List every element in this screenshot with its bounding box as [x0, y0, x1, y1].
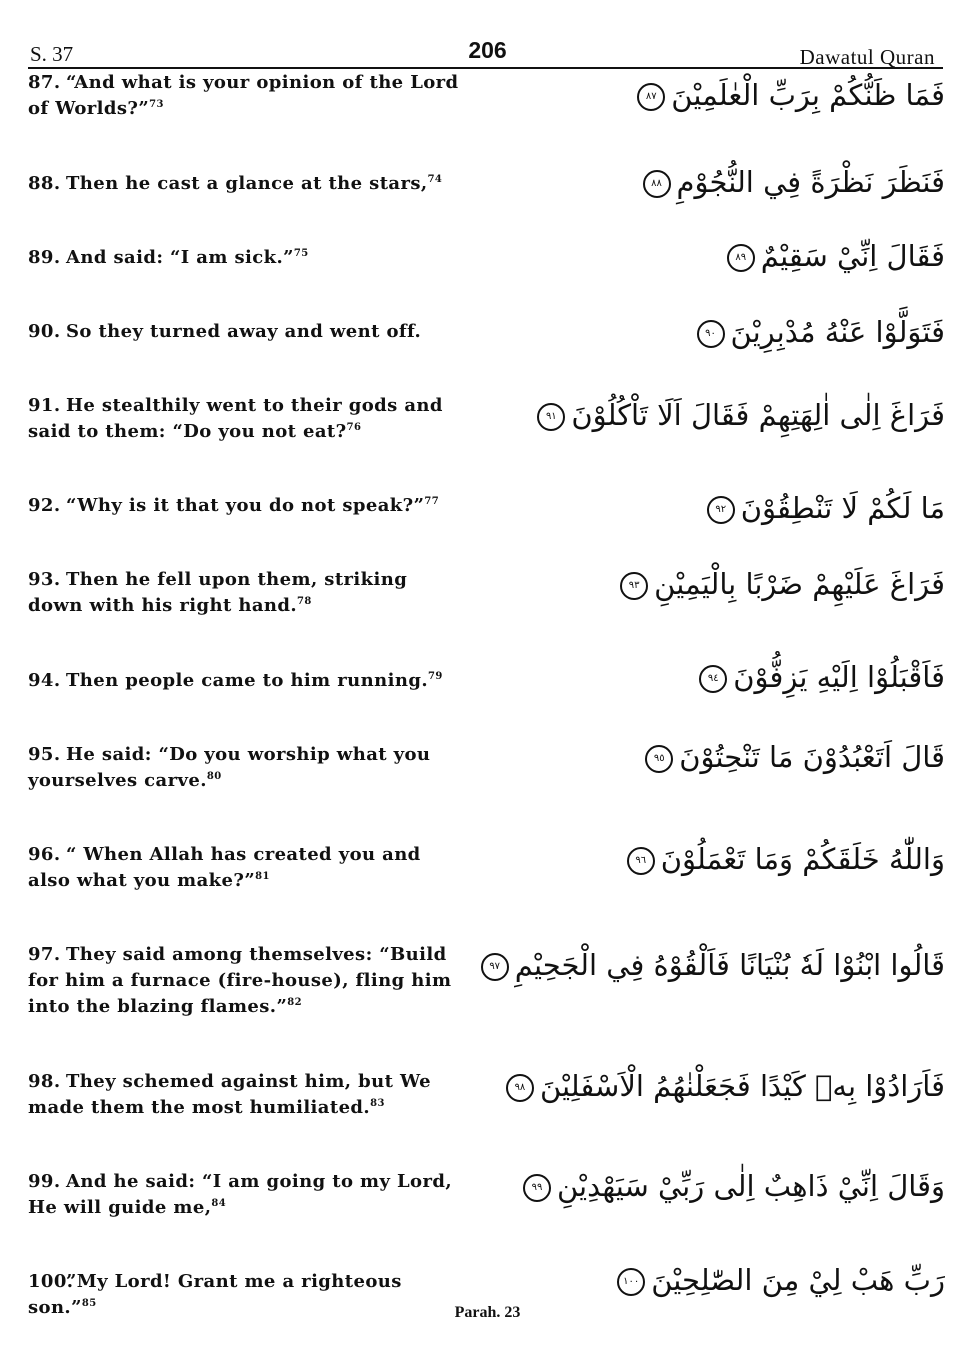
verse-translation [28, 842, 468, 894]
footnote-ref: 83 [370, 1098, 385, 1109]
arabic-text: فَتَوَلَّوْا عَنْهُ مُدْبِرِيْنَ [730, 315, 945, 349]
verse-text: They said among themselves: “Build for him a furnace (fire-house), fling him into the blazing flames.” [28, 944, 452, 1017]
verse-arabic [620, 567, 945, 601]
verse-number: 94. [28, 670, 61, 691]
footnote-ref: 77 [424, 496, 440, 507]
page-number: 206 [468, 37, 507, 63]
ayah-marker: ٨٨ [643, 170, 671, 198]
book-title: Dawatul Quran [799, 45, 935, 69]
verse-translation [28, 70, 468, 122]
verse-translation [28, 742, 468, 794]
arabic-text: فَرَاغَ اِلٰى اٰلِهَتِهِمْ فَقَالَ اَلَا تَاْكُلُوْنَ [571, 398, 945, 432]
footnote-ref: 82 [287, 997, 302, 1008]
verse-arabic [537, 398, 945, 432]
verse-number: 99. [28, 1171, 61, 1192]
footnote-ref: 79 [428, 671, 443, 682]
arabic-text: مَا لَكُمْ لَا تَنْطِقُوْنَ [740, 491, 945, 525]
footnote-ref: 73 [149, 99, 164, 110]
verse-translation [28, 493, 468, 519]
footnote-ref: 80 [206, 771, 222, 782]
footnote-ref: 85 [81, 1298, 97, 1309]
verse-text: “And what is your opinion of the Lord of Worlds?” [28, 72, 459, 119]
footnote-ref: 74 [427, 174, 443, 185]
verse-number: 93. [28, 569, 61, 590]
verse-text: So they turned away and went off. [66, 321, 422, 342]
verse-number: 100. [28, 1271, 74, 1292]
arabic-text: وَاللّٰهُ خَلَقَكُمْ وَمَا تَعْمَلُوْنَ [660, 842, 945, 876]
ayah-marker: ٩٦ [627, 847, 655, 875]
verse-translation [28, 1169, 468, 1221]
ayah-marker: ٩٣ [620, 572, 648, 600]
verse-translation [28, 668, 468, 694]
ayah-marker: ٩٢ [707, 496, 735, 524]
verse-arabic [727, 239, 945, 273]
arabic-text: وَقَالَ اِنِّيْ ذَاهِبٌ اِلٰى رَبِّيْ سَيَهْدِيْنِ [556, 1169, 945, 1203]
verse-translation [28, 319, 468, 345]
verse-text: Then he cast a glance at the stars, [66, 173, 428, 194]
verse-text: ”My Lord! Grant me a righteous son.” [28, 1271, 402, 1318]
verse-number: 98. [28, 1071, 61, 1092]
verse-text: And said: “I am sick.” [66, 247, 294, 268]
verse-number: 97. [28, 944, 61, 965]
verse-text: Then people came to him running. [66, 670, 429, 691]
verse-number: 92. [28, 495, 61, 516]
verse-arabic [637, 78, 945, 112]
header-divider [28, 67, 943, 69]
arabic-text: فَاَرَادُوْا بِهٖ كَيْدًا فَجَعَلْنٰهُمُ الْاَسْفَلِيْنَ [539, 1069, 945, 1103]
verse-text: He stealthily went to their gods and said to them: “Do you not eat? [28, 395, 443, 442]
verse-arabic [617, 1263, 945, 1297]
verse-number: 88. [28, 173, 61, 194]
verse-number: 89. [28, 247, 61, 268]
ayah-marker: ٩١ [537, 403, 565, 431]
footnote-ref: 78 [297, 596, 312, 607]
verse-text: Then he fell upon them, striking down with his right hand. [28, 569, 408, 616]
verse-translation [28, 942, 468, 1020]
footnote-ref: 76 [346, 422, 362, 433]
footnote-ref: 84 [211, 1198, 227, 1209]
verse-number: 95. [28, 744, 61, 765]
verse-arabic [643, 165, 945, 199]
ayah-marker: ٩٧ [481, 953, 509, 981]
verse-arabic [627, 842, 945, 876]
arabic-text: فَرَاغَ عَلَيْهِمْ ضَرْبًا بِالْيَمِيْنِ [654, 567, 945, 601]
verse-arabic [707, 491, 945, 525]
verse-translation [28, 567, 468, 619]
arabic-text: رَبِّ هَبْ لِيْ مِنَ الصّٰلِحِيْنَ [651, 1263, 945, 1297]
arabic-text: فَاَقْبَلُوْا اِلَيْهِ يَزِفُّوْنَ [733, 660, 945, 694]
verse-arabic [523, 1169, 945, 1203]
ayah-marker: ٨٩ [727, 244, 755, 272]
verse-arabic [481, 948, 945, 982]
verse-translation [28, 245, 468, 271]
verse-text: And he said: “I am going to my Lord, He will guide me, [28, 1171, 452, 1218]
surah-label: S. 37 [30, 42, 74, 66]
parah-footer: Parah. 23 [454, 1304, 521, 1321]
verse-text: “ When Allah has created you and also what you make?” [28, 844, 421, 891]
verse-arabic [645, 740, 945, 774]
ayah-marker: ٩٨ [506, 1074, 534, 1102]
ayah-marker: ٩٩ [523, 1174, 551, 1202]
ayah-marker: ٩٤ [699, 665, 727, 693]
verse-translation [28, 393, 468, 445]
ayah-marker: ٩٥ [645, 745, 673, 773]
arabic-text: قَالَ اَتَعْبُدُوْنَ مَا تَنْحِتُوْنَ [679, 740, 945, 774]
verse-translation [28, 1069, 468, 1121]
verse-translation [28, 171, 468, 197]
verse-number: 87. [28, 72, 61, 93]
arabic-text: قَالُوا ابْنُوْا لَهٗ بُنْيَانًا فَاَلْقُوْهُ فِي الْجَحِيْمِ [514, 948, 945, 982]
verse-number: 90. [28, 321, 61, 342]
verse-arabic [506, 1069, 945, 1103]
arabic-text: فَقَالَ اِنِّيْ سَقِيْمٌ [760, 239, 945, 273]
verse-arabic [699, 660, 945, 694]
verse-number: 96. [28, 844, 61, 865]
verse-text: “Why is it that you do not speak?” [66, 495, 425, 516]
verse-number: 91. [28, 395, 61, 416]
ayah-marker: ٩٠ [697, 320, 725, 348]
arabic-text: فَمَا ظَنُّكُمْ بِرَبِّ الْعٰلَمِيْنَ [671, 78, 945, 112]
footnote-ref: 81 [255, 871, 270, 882]
footnote-ref: 75 [293, 248, 309, 259]
arabic-text: فَنَظَرَ نَظْرَةً فِي النُّجُوْمِ [676, 165, 945, 199]
verse-text: He said: “Do you worship what you yourselves carve. [28, 744, 431, 791]
ayah-marker: ١٠٠ [617, 1268, 645, 1296]
verse-text: They schemed against him, but We made them the most humiliated. [28, 1071, 431, 1118]
verse-arabic [697, 315, 945, 349]
ayah-marker: ٨٧ [637, 83, 665, 111]
